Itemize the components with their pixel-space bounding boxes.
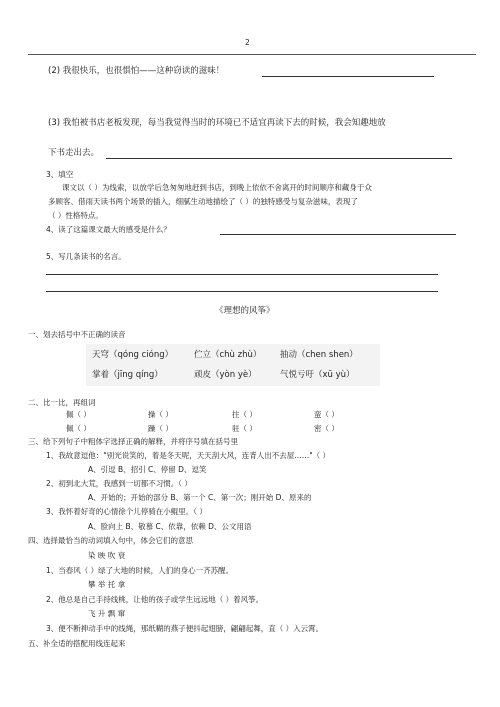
item-2-text: (2) 我很快乐，也很惧怕——这种窃读的滋味！ — [48, 66, 225, 76]
item-3-answer-line[interactable] — [106, 158, 452, 159]
s4-word-bank-2: 攀 举 托 拿 — [88, 580, 126, 589]
s1-heading: 一、划去括号中不正确的读音 — [28, 330, 126, 339]
compare-r2-c4[interactable]: 密（ ） — [314, 424, 339, 433]
s3-q1: 1、我故意逗他："别光说笑的，着是冬天呢，天天刮大风，连背人出不去屋……"（ ） — [46, 451, 331, 460]
q3-line3: （ ）性格特点。 — [48, 211, 103, 220]
item-3-text-line2: 下书走出去。 — [48, 148, 100, 158]
compare-r1-c3[interactable]: 拄（ ） — [232, 410, 257, 419]
q3-line1: 课文以（ ）为线索，以放学后急匆匆地赶到书店，到晚上依依不舍离开的时间顺序和藏身于众 — [62, 183, 372, 192]
compare-r1-c1[interactable]: 佩（ ） — [66, 410, 91, 419]
compare-r2-c3[interactable]: 驻（ ） — [232, 424, 257, 433]
pinyin-item-1[interactable]: 天穹（qóng cióng） — [92, 350, 174, 360]
pinyin-item-3[interactable]: 抽动（chen shen） — [280, 350, 358, 360]
header-rule — [28, 54, 476, 55]
s4-word-bank-1: 染 映 吹 衰 — [88, 551, 126, 560]
page-number: 2 — [245, 38, 250, 47]
q5-answer-line-2[interactable] — [46, 291, 438, 292]
s3-q2-options[interactable]: A、开始的；开始的部分 B、第一个 C、第一次；刚开始 D、原来的 — [88, 493, 312, 502]
q5-answer-line-1[interactable] — [46, 274, 438, 275]
compare-r2-c2[interactable]: 躁（ ） — [148, 424, 173, 433]
compare-r2-c1[interactable]: 佩（ ） — [66, 424, 91, 433]
pinyin-item-4[interactable]: 掌着（jīng qíng） — [92, 370, 163, 380]
item-3-text-line1: (3) 我怕被书店老板发现，每当我觉得当时的环境已不适宜再读下去的时候，我会知趣地放 — [48, 118, 386, 128]
q5-text: 5、写几条读书的名言。 — [46, 252, 126, 261]
item-2-answer-line[interactable] — [262, 76, 434, 77]
q3-line2: 多顾客、借雨天读书两个场景的插入，细腻生动地描绘了（ ）的独特感受与复杂滋味，表现了 — [48, 197, 358, 206]
s2-heading: 二、比一比，再组词 — [28, 398, 96, 407]
q4-text: 4、读了这篇课文最大的感受是什么？ — [46, 225, 171, 234]
s5-heading: 五、补全适的搭配用线连起来 — [28, 639, 126, 648]
s3-q3: 3、我怀着好奇的心情徐个儿停骑在小鲲里。（ ） — [46, 507, 207, 516]
pinyin-item-6[interactable]: 气悦亏吁（xū yù） — [280, 370, 355, 380]
s3-heading: 三、给下列句子中粗体字选择正确的解释，并将序号填在括号里 — [28, 437, 238, 446]
compare-r1-c4[interactable]: 蛮（ ） — [314, 410, 339, 419]
s3-q1-options[interactable]: A、引逗 B、招引 C、停留 D、逗笑 — [88, 465, 207, 474]
pinyin-item-2[interactable]: 伫立（chù zhù） — [194, 350, 262, 360]
pinyin-item-5[interactable]: 顽皮（yòn yè） — [194, 370, 257, 380]
compare-r1-c2[interactable]: 操（ ） — [148, 410, 173, 419]
s4-q2: 2、他总是自己手持线桃，让他的孩子或学生远远地（ ）着风筝。 — [46, 595, 264, 604]
s4-q3: 3、便不断抻动手中的线绳，那纸糊的燕子便抖起翅膀，翩翩起舞，直（ ）入云霄。 — [46, 624, 324, 633]
q4-answer-line[interactable] — [220, 234, 456, 235]
s4-word-bank-3: 飞 升 飘 窜 — [88, 609, 126, 618]
s4-heading: 四、选择最恰当的动词填入句中，体会它们的意思 — [28, 536, 193, 545]
section-title: 《理想的风筝》 — [215, 306, 275, 316]
s3-q2: 2、初到北大荒，我感到一切都不习惯。（ ） — [46, 479, 192, 488]
s4-q1: 1、当春风（ ）绿了大地的时候，人们的身心一齐苏醒。 — [46, 566, 234, 575]
q3-title: 3、填空 — [46, 170, 74, 179]
s3-q3-options[interactable]: A、脸向上 B、敬慕 C、依靠，依赖 D、公文用语 — [88, 522, 252, 531]
